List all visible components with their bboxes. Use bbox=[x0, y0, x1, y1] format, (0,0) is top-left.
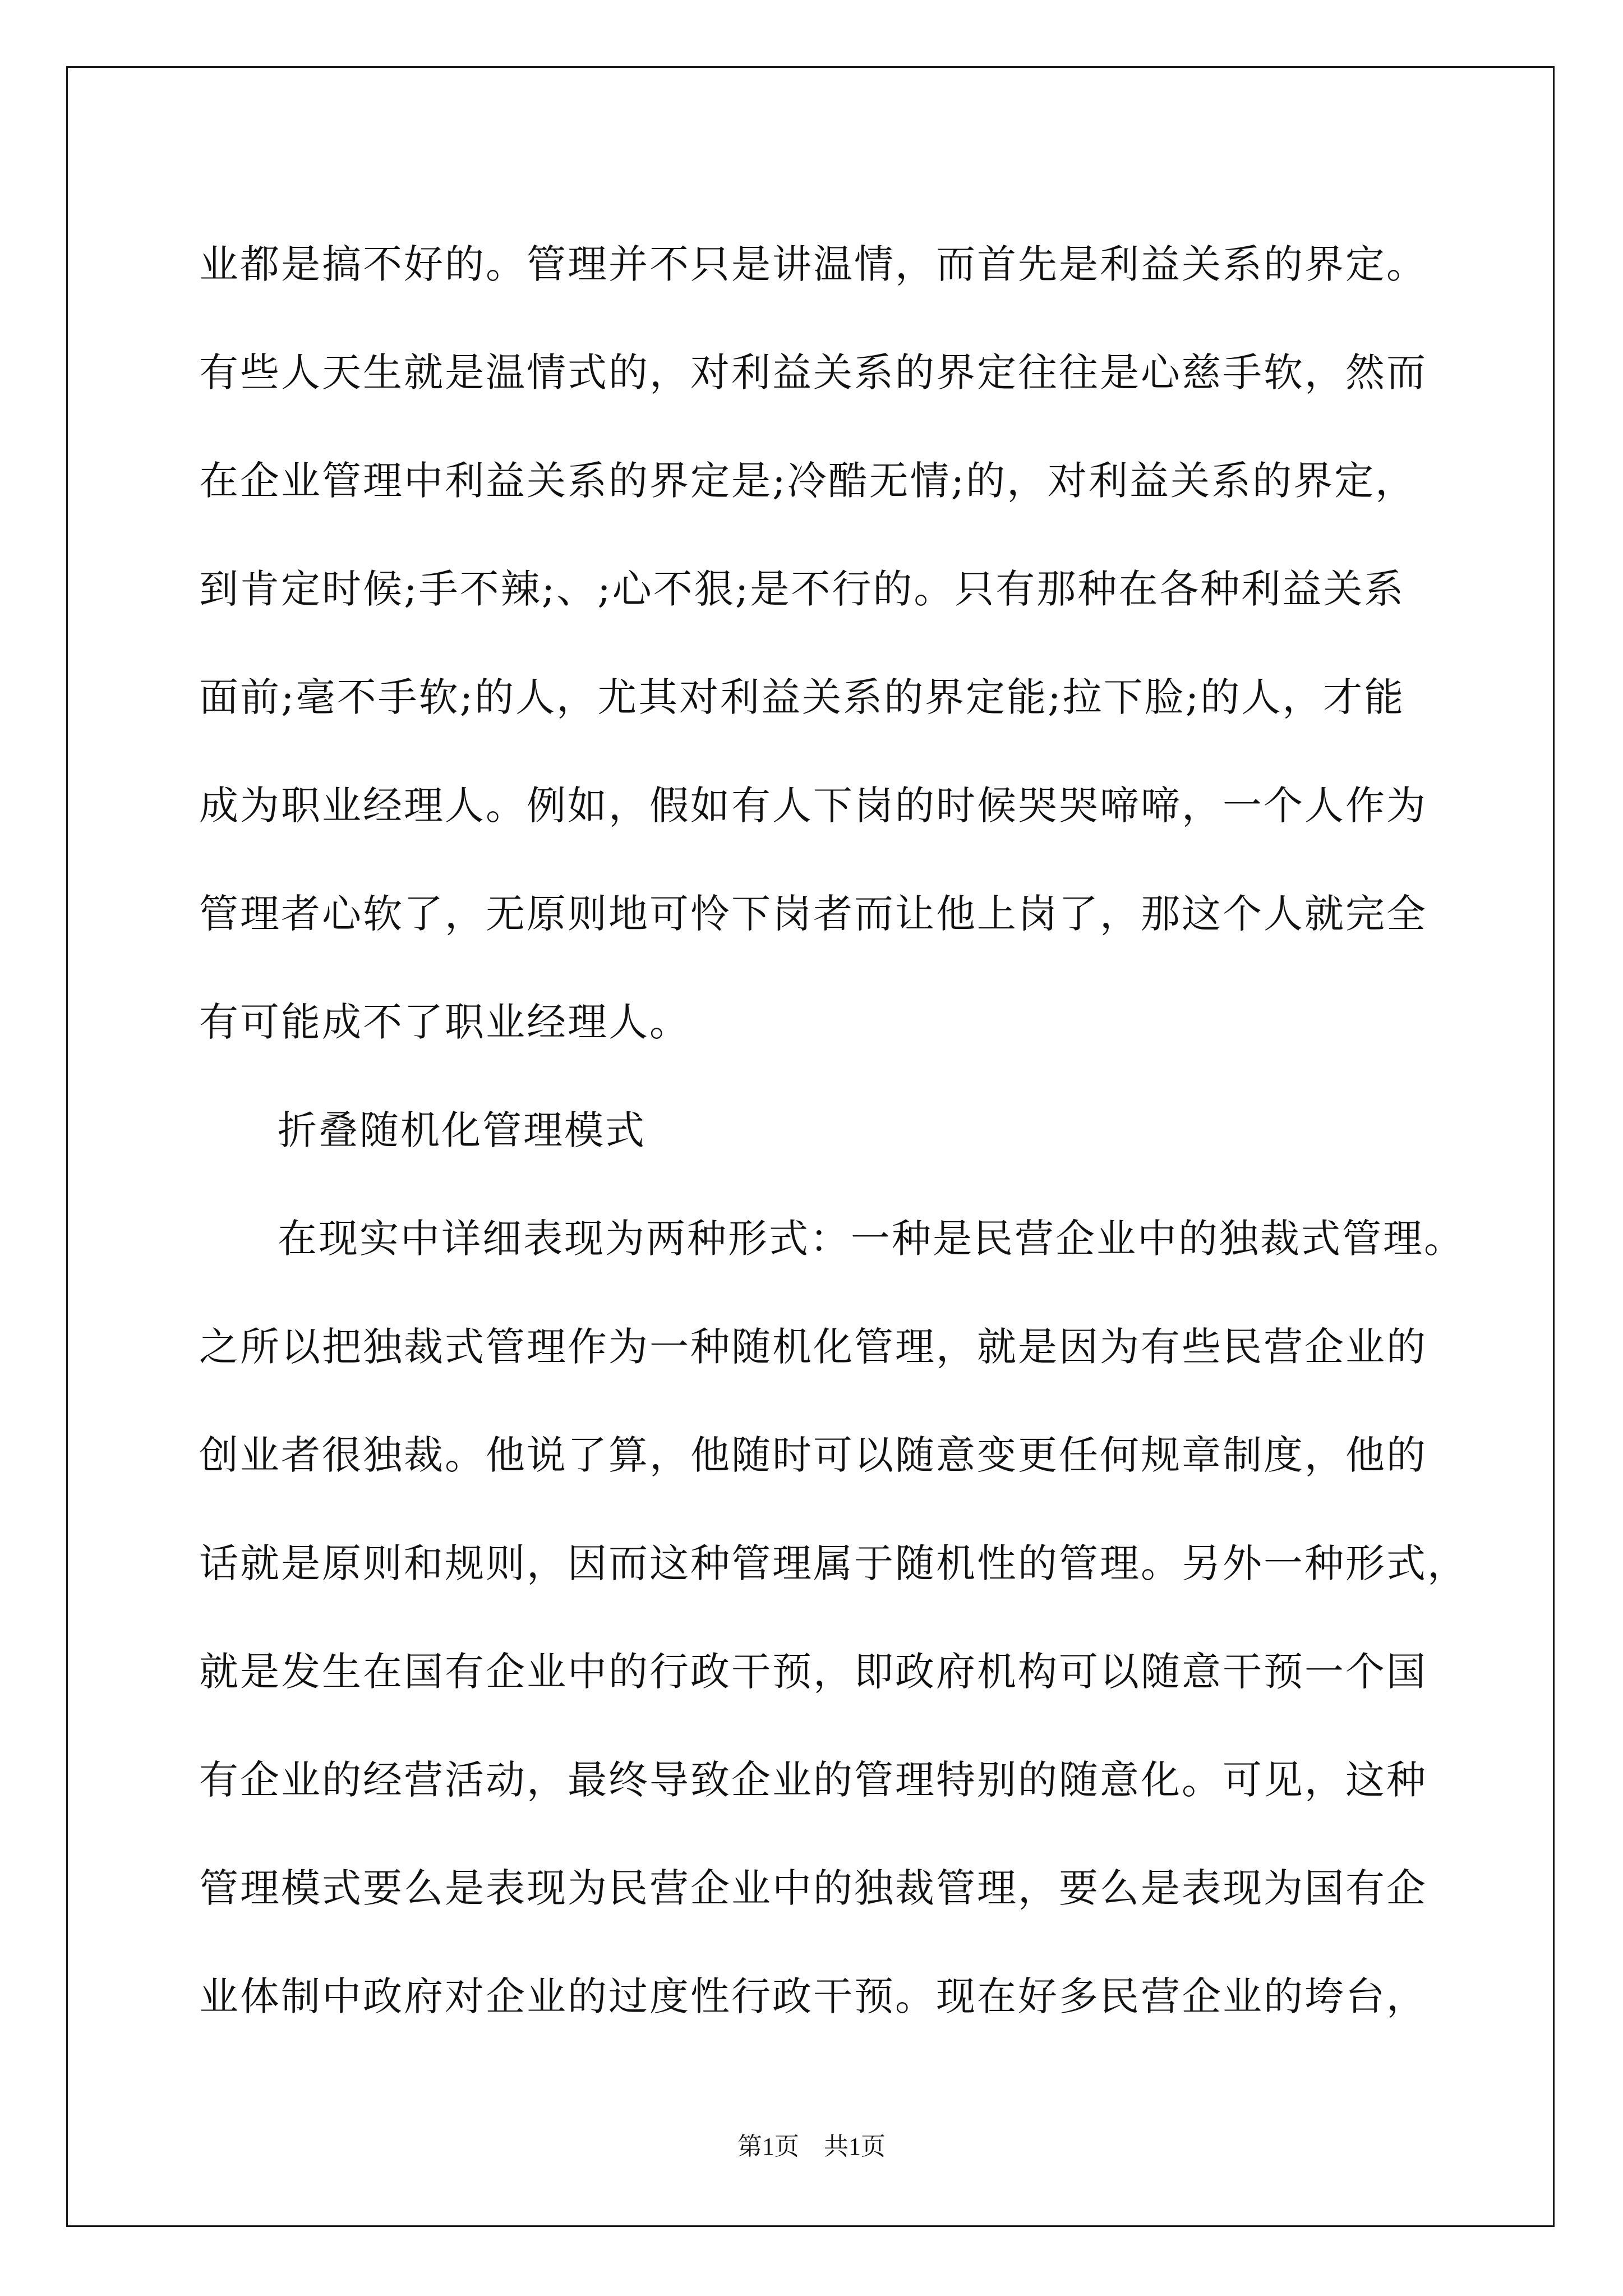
text-line: 业体制中政府对企业的过度性行政干预。现在好多民营企业的垮台， bbox=[199, 1973, 1427, 2019]
text-line: 有企业的经营活动，最终导致企业的管理特别的随意化。可见，这种 bbox=[199, 1757, 1427, 1803]
text-line: 成为职业经理人。例如，假如有人下岗的时候哭哭啼啼，一个人作为 bbox=[199, 783, 1427, 829]
text-line: 面前;毫不手软;的人，尤其对利益关系的界定能;拉下脸;的人，才能 bbox=[199, 674, 1405, 720]
section-heading: 折叠随机化管理模式 bbox=[278, 1107, 646, 1153]
text-line: 就是发生在国有企业中的行政干预，即政府机构可以随意干预一个国 bbox=[199, 1649, 1427, 1695]
text-line: 管理模式要么是表现为民营企业中的独裁管理，要么是表现为国有企 bbox=[199, 1865, 1427, 1911]
text-line: 管理者心软了，无原则地可怜下岗者而让他上岗了，那这个人就完全 bbox=[199, 891, 1427, 937]
text-line: 话就是原则和规则，因而这种管理属于随机性的管理。另外一种形式， bbox=[199, 1540, 1468, 1586]
text-line: 有些人天生就是温情式的，对利益关系的界定往往是心慈手软，然而 bbox=[199, 349, 1427, 395]
text-line: 到肯定时候;手不辣;、;心不狠;是不行的。只有那种在各种利益关系 bbox=[199, 566, 1405, 612]
text-line: 在企业管理中利益关系的界定是;冷酷无情;的，对利益关系的界定， bbox=[199, 458, 1417, 504]
text-line: 创业者很独裁。他说了算，他随时可以随意变更任何规章制度，他的 bbox=[199, 1432, 1427, 1478]
document-body bbox=[199, 210, 1468, 2051]
text-line: 业都是搞不好的。管理并不只是讲温情，而首先是利益关系的界定。 bbox=[199, 241, 1427, 287]
text-line: 之所以把独裁式管理作为一种随机化管理，就是因为有些民营企业的 bbox=[199, 1324, 1427, 1370]
text-line: 有可能成不了职业经理人。 bbox=[199, 999, 690, 1045]
text-line: 在现实中详细表现为两种形式：一种是民营企业中的独裁式管理。 bbox=[278, 1216, 1465, 1262]
page-footer: 第1页 共1页 bbox=[737, 2133, 886, 2160]
